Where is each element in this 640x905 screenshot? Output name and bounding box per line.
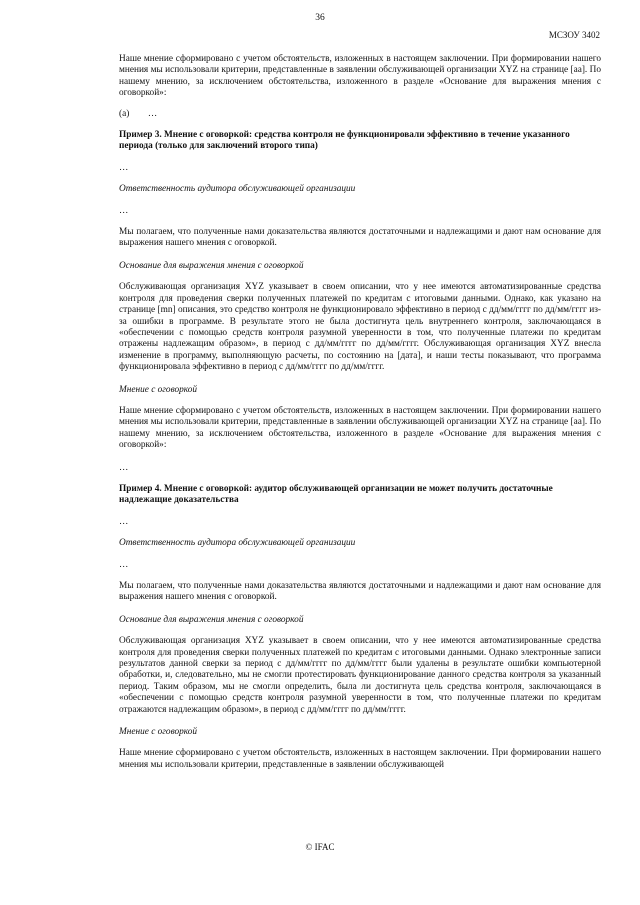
section-heading-basis: Основание для выражения мнения с оговоркой (119, 260, 304, 271)
paragraph-evidence: Мы полагаем, что полученные нами доказательства являются достаточными и надлежащими и дают нам основание для выражения нашего мнения с оговоркой. (119, 581, 601, 603)
paragraph-evidence: Мы полагаем, что полученные нами доказательства являются достаточными и надлежащими и дают нам основание для выражения нашего мнения с оговоркой. (119, 227, 601, 249)
page-content (119, 54, 601, 771)
page-number: 36 (315, 13, 325, 23)
paragraph-basis-details: Обслуживающая организация XYZ указывает в своем описании, что у нее имеются автоматизированные средства контроля для проведения сверки полученных платежей по кредитам с итоговыми данными. Однако, как указано на странице [mn] описания, это средство контроля не функционировало эффективно в период с дд/мм/гггг по дд/мм/гггг из-за ошибки в программе. В результате этого не была достигнута цель внутреннего контроля, заключающаяся в «обеспечении с помощью средств контроля разумной уверенности в том, что полученные платежи по кредитам отражены надлежащим образом», в период с дд/мм/гггг по дд/мм/гггг. Обслуживающая организация XYZ внесла изменение в программу, выполняющую расчеты, по состоянию на [дата], и наши тесты показывают, что программа функционировала эффективно в период с дд/мм/гггг по дд/мм/гггг. (119, 282, 601, 373)
ellipsis: … (119, 559, 129, 570)
ellipsis: … (119, 205, 129, 216)
document-code: МСЗОУ 3402 (548, 30, 600, 40)
paragraph-opinion-intro: Наше мнение сформировано с учетом обстоятельств, изложенных в настоящем заключении. При формировании нашего мнения мы использовали критерии, представленные в заявлении обслуживающей организации XYZ на странице [аа]. По нашему мнению, за исключением обстоятельства, изложенного в разделе «Основание для выражения мнения с оговоркой»: (119, 54, 601, 99)
section-heading-basis: Основание для выражения мнения с оговоркой (119, 614, 304, 625)
ellipsis: … (119, 462, 129, 473)
paragraph-opinion: Наше мнение сформировано с учетом обстоятельств, изложенных в настоящем заключении. При формировании нашего мнения мы использовали критерии, представленные в заявлении обслуживающей организации XYZ на странице [аа]. По нашему мнению, за исключением обстоятельства, изложенного в разделе «Основание для выражения мнения с оговоркой»: (119, 405, 601, 451)
list-item-a: (а) … (119, 108, 158, 119)
example-4-heading: Пример 4. Мнение с оговоркой: аудитор обслуживающей организации не может получить достаточные надлежащие доказательства (119, 483, 553, 506)
example-3-heading: Пример 3. Мнение с оговоркой: средства контроля не функционировали эффективно в течение указанного периода (только для заключений второго типа) (119, 130, 570, 152)
ellipsis: … (119, 162, 129, 173)
paragraph-basis-details: Обслуживающая организация XYZ указывает в своем описании, что у нее имеются автоматизированные средства контроля для проведения сверки полученных платежей по кредитам с итоговыми данными. Однако электронные записи результатов данной сверки за период с дд/мм/гггг по дд/мм/гггг были удалены в результате ошибки компьютерной обработки, и, следовательно, мы не смогли протестировать функционирование данного средства контроля за указанный период. Таким образом, мы не смогли определить, была ли достигнута цель средства контроля, заключающаяся в «обеспечении с помощью средств контроля разумной уверенности в том, что полученные платежи по кредитам отражаются надлежащим образом», в период с дд/мм/гггг по дд/мм/гггг. (119, 636, 601, 715)
section-heading-qualified-opinion: Мнение с оговоркой (119, 384, 198, 395)
section-heading-auditor-responsibility: Ответственность аудитора обслуживающей организации (119, 538, 356, 549)
section-heading-qualified-opinion: Мнение с оговоркой (119, 727, 198, 738)
copyright-footer: © IFAC (305, 842, 335, 852)
paragraph-opinion: Наше мнение сформировано с учетом обстоятельств, изложенных в настоящем заключении. При формировании нашего мнения мы использовали критерии, представленные в заявлении обслуживающей (119, 748, 601, 770)
ellipsis: … (119, 516, 129, 527)
section-heading-auditor-responsibility: Ответственность аудитора обслуживающей организации (119, 184, 356, 195)
